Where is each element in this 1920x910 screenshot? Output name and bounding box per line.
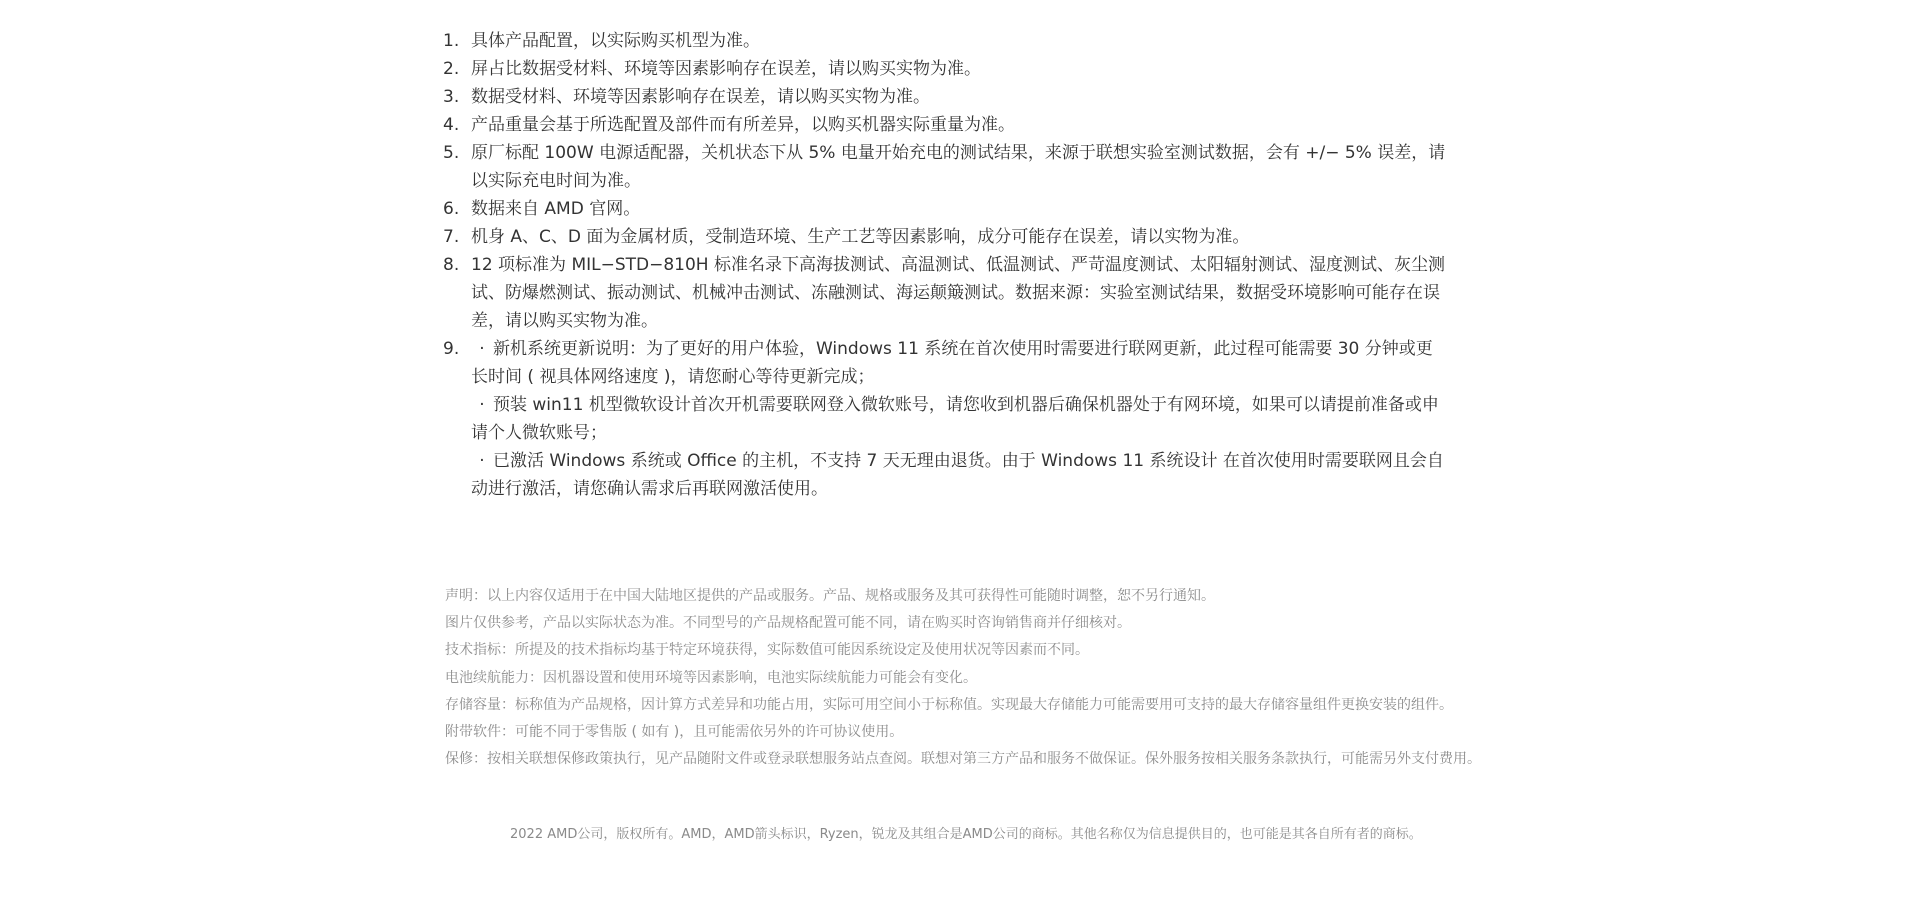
note-item-3 — [443, 83, 1483, 111]
note-number: 2. — [443, 59, 460, 79]
note-line: 长时间 ( 视具体网络速度 )，请您耐心等待更新完成； — [471, 367, 875, 387]
bullet-icon: · — [479, 451, 485, 471]
copyright-notice: 2022 AMD公司，版权所有。AMD，AMD箭头标识，Ryzen，锐龙及其组合是AMD公司的商标。其他名称仅为信息提供目的，也可能是其各自所有者的商标。 — [510, 827, 1422, 842]
bullet-icon: · — [479, 395, 485, 415]
product-notes-list — [443, 27, 1483, 503]
note-number: 1. — [443, 31, 460, 51]
note-item-4 — [443, 111, 1483, 139]
note-item-1 — [443, 27, 1483, 55]
note-number: 6. — [443, 199, 460, 219]
note-text — [471, 335, 1483, 503]
note-text — [471, 83, 1483, 111]
note-line: 预装 win11 机型微软设计首次开机需要联网登入微软账号，请您收到机器后确保机器处于有网环境，如果可以请提前准备或申 — [493, 395, 1439, 415]
disclaimer-block — [445, 583, 1565, 773]
note-item-6 — [443, 195, 1483, 223]
note-line: 产品重量会基于所选配置及部件而有所差异，以购买机器实际重量为准。 — [471, 115, 1015, 135]
note-item-5 — [443, 139, 1483, 195]
note-number: 9. — [443, 339, 460, 359]
note-item-7 — [443, 223, 1483, 251]
note-line: 动进行激活，请您确认需求后再联网激活使用。 — [471, 479, 828, 499]
note-item-9 — [443, 335, 1483, 503]
note-text — [471, 195, 1483, 223]
note-number: 8. — [443, 255, 460, 275]
note-sub-item — [471, 447, 1483, 503]
note-line: 请个人微软账号； — [471, 423, 607, 443]
note-line: 差，请以购买实物为准。 — [471, 311, 658, 331]
note-text — [471, 111, 1483, 139]
note-line: 数据受材料、环境等因素影响存在误差，请以购买实物为准。 — [471, 87, 930, 107]
bullet-icon: · — [479, 339, 485, 359]
note-line: 新机系统更新说明：为了更好的用户体验，Windows 11 系统在首次使用时需要进行联网更新，此过程可能需要 30 分钟或更 — [493, 339, 1433, 359]
note-text — [471, 251, 1483, 335]
note-number: 4. — [443, 115, 460, 135]
note-item-2 — [443, 55, 1483, 83]
note-line: 屏占比数据受材料、环境等因素影响存在误差，请以购买实物为准。 — [471, 59, 981, 79]
note-text — [471, 223, 1483, 251]
disclaimer-line: 附带软件：可能不同于零售版 ( 如有 )，且可能需依另外的许可协议使用。 — [445, 724, 904, 741]
disclaimer-line: 声明：以上内容仅适用于在中国大陆地区提供的产品或服务。产品、规格或服务及其可获得性可能随时调整，恕不另行通知。 — [445, 588, 1215, 604]
note-text — [471, 139, 1483, 195]
note-item-8 — [443, 251, 1483, 335]
note-text — [471, 27, 1483, 55]
disclaimer-line: 存储容量：标称值为产品规格，因计算方式差异和功能占用，实际可用空间小于标称值。实现最大存储能力可能需要用可支持的最大存储容量组件更换安装的组件。 — [445, 696, 1453, 713]
note-line: 原厂标配 100W 电源适配器，关机状态下从 5% 电量开始充电的测试结果，来源于联想实验室测试数据，会有 +/− 5% 误差，请 — [471, 143, 1446, 163]
note-line: 机身 A、C、D 面为金属材质，受制造环境、生产工艺等因素影响，成分可能存在误差，请以实物为准。 — [471, 227, 1250, 247]
note-number: 5. — [443, 143, 460, 163]
note-line: 以实际充电时间为准。 — [471, 171, 641, 191]
note-sub-item — [471, 335, 1483, 391]
disclaimer-line: 技术指标：所提及的技术指标均基于特定环境获得，实际数值可能因系统设定及使用状况等因素而不同。 — [445, 642, 1089, 659]
note-line: 试、防爆燃测试、振动测试、机械冲击测试、冻融测试、海运颠簸测试。数据来源：实验室测试结果，数据受环境影响可能存在误 — [471, 283, 1440, 303]
disclaimer-line: 电池续航能力：因机器设置和使用环境等因素影响，电池实际续航能力可能会有变化。 — [445, 669, 977, 686]
note-text — [471, 55, 1483, 83]
note-line: 具体产品配置，以实际购买机型为准。 — [471, 31, 760, 51]
disclaimer-line: 保修：按相关联想保修政策执行，见产品随附文件或登录联想服务站点查阅。联想对第三方产品和服务不做保证。保外服务按相关服务条款执行，可能需另外支付费用。 — [445, 751, 1481, 768]
disclaimer-line: 图片仅供参考，产品以实际状态为准。不同型号的产品规格配置可能不同，请在购买时咨询销售商并仔细核对。 — [445, 615, 1131, 632]
note-line: 12 项标准为 MIL−STD−810H 标准名录下高海拔测试、高温测试、低温测试、严苛温度测试、太阳辐射测试、湿度测试、灰尘测 — [471, 255, 1445, 275]
note-number: 3. — [443, 87, 460, 107]
note-line: 已激活 Windows 系统或 Office 的主机，不支持 7 天无理由退货。由于 Windows 11 系统设计 在首次使用时需要联网且会自 — [493, 451, 1444, 471]
note-number: 7. — [443, 227, 460, 247]
note-line: 数据来自 AMD 官网。 — [471, 199, 641, 219]
note-sub-item — [471, 391, 1483, 447]
